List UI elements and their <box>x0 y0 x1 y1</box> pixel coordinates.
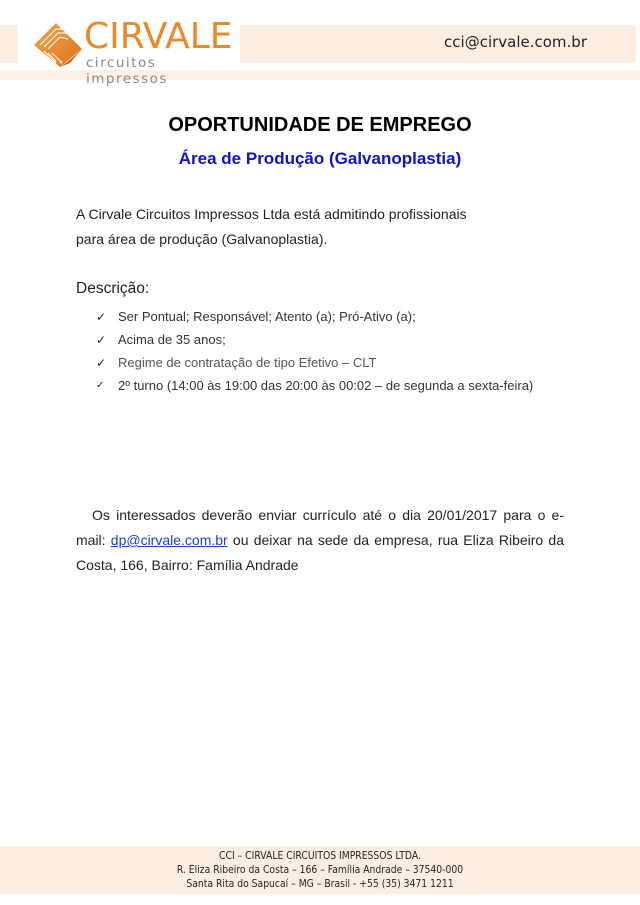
footer <box>38 849 601 891</box>
intro-line: para área de produção (Galvanoplastia). <box>76 231 328 247</box>
requirements-list <box>96 305 533 397</box>
requirement-text: Ser Pontual; Responsável; Atento (a); Pró-Ativo (a); <box>118 309 416 324</box>
checkmark-icon: ✓ <box>96 309 107 324</box>
page-subtitle: Área de Produção (Galvanoplastia) <box>178 149 462 168</box>
requirement-text: Acima de 35 anos; <box>118 332 226 347</box>
footer-address: R. Eliza Ribeiro da Costa – 166 – Família Andrade – 37540-000 <box>176 864 464 876</box>
page-title: OPORTUNIDADE DE EMPREGO <box>168 114 472 136</box>
list-item <box>96 328 533 351</box>
application-text-after: ou deixar na sede da empresa, rua Eliza Ribeiro da Costa, 166, Bairro: Família Andrade <box>76 532 564 573</box>
list-item <box>96 351 533 374</box>
requirement-text: Regime de contratação de tipo Efetivo – CLT <box>118 355 377 370</box>
list-item <box>96 374 533 397</box>
requirement-text: 2º turno (14:00 às 19:00 das 20:00 às 00:02 – de segunda a sexta-feira) <box>118 378 534 393</box>
footer-city-phone: Santa Rita do Sapucaí – MG – Brasil - +55 (35) 3471 1211 <box>186 878 454 890</box>
header-band-left <box>0 25 18 63</box>
logo-tagline: circuitos impressos <box>86 55 168 87</box>
checkmark-icon: ✓ <box>96 355 107 370</box>
intro-paragraph <box>76 202 467 252</box>
header-email: cci@cirvale.com.br <box>444 33 587 51</box>
circuit-board-diamond-icon <box>30 19 86 69</box>
footer-company: CCI – CIRVALE CIRCUITOS IMPRESSOS LTDA. <box>219 850 421 862</box>
checkmark-icon: ✓ <box>96 380 105 391</box>
checkmark-icon: ✓ <box>96 332 107 347</box>
description-label: Descrição: <box>76 280 150 297</box>
list-item <box>96 305 533 328</box>
intro-line: A Cirvale Circuitos Impressos Ltda está admitindo profissionais <box>76 206 467 222</box>
email-link[interactable]: dp@cirvale.com.br <box>110 532 228 548</box>
company-logo <box>24 16 239 87</box>
application-text-before: Os interessados deverão enviar currículo até o dia 20/01/2017 para o e-mail: <box>76 507 564 548</box>
logo-wordmark: CIRVALE <box>84 16 233 57</box>
application-paragraph <box>76 503 564 578</box>
